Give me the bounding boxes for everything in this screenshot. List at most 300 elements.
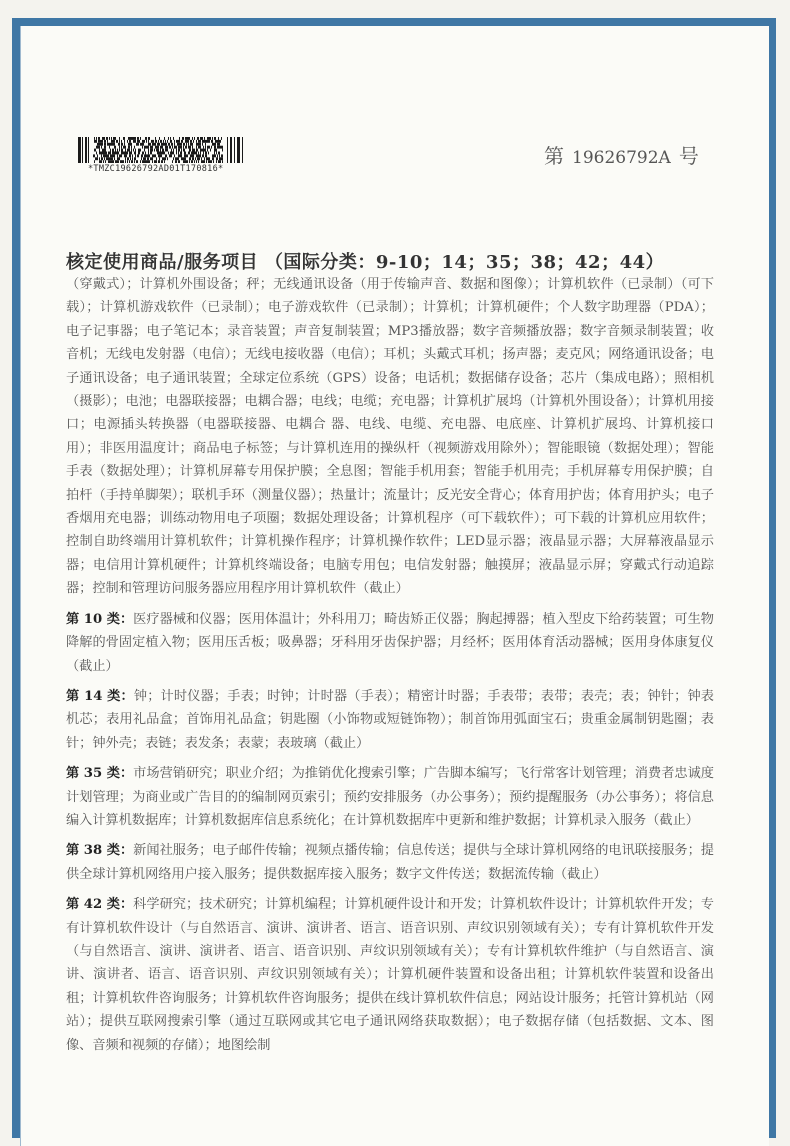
barcode-module	[192, 160, 193, 163]
barcode-module	[184, 154, 185, 157]
barcode-module	[190, 146, 191, 149]
barcode-module	[167, 157, 168, 160]
barcode-module	[189, 146, 190, 149]
barcode-module	[144, 157, 145, 160]
barcode-module	[183, 157, 184, 160]
barcode-module	[217, 157, 218, 160]
barcode-module	[146, 160, 147, 163]
barcode-module	[152, 149, 153, 152]
barcode-module	[168, 137, 169, 140]
barcode-module	[94, 160, 95, 163]
barcode-module	[138, 143, 139, 146]
barcode-module	[100, 160, 101, 163]
barcode-module	[222, 154, 223, 157]
barcode-module	[165, 154, 166, 157]
barcode-module	[100, 140, 101, 143]
barcode-module	[161, 152, 162, 155]
barcode-module	[213, 160, 214, 163]
barcode-module	[218, 152, 219, 155]
barcode-module	[154, 160, 155, 163]
barcode-module	[143, 157, 144, 160]
barcode-module	[170, 140, 171, 143]
barcode-module	[150, 143, 151, 146]
barcode-module	[143, 160, 144, 163]
barcode-module	[195, 152, 196, 155]
barcode-module	[115, 149, 116, 152]
barcode-module	[142, 160, 143, 163]
barcode-module	[192, 137, 193, 140]
barcode-module	[221, 157, 222, 160]
barcode-module	[108, 160, 109, 163]
barcode-module	[110, 152, 111, 155]
barcode-module	[114, 154, 115, 157]
barcode-bar	[237, 137, 240, 163]
barcode-module	[155, 143, 156, 146]
barcode-module	[192, 149, 193, 152]
barcode-module	[130, 154, 131, 157]
barcode-module	[215, 143, 216, 146]
barcode-module	[191, 143, 192, 146]
barcode-module	[107, 140, 108, 143]
barcode-module	[194, 152, 195, 155]
barcode-module	[196, 160, 197, 163]
barcode-module	[148, 160, 149, 163]
barcode-module	[121, 152, 122, 155]
barcode-module	[120, 160, 121, 163]
barcode-module	[157, 152, 158, 155]
barcode-module	[102, 137, 103, 140]
barcode-module	[104, 157, 105, 160]
barcode-module	[179, 140, 180, 143]
barcode-module	[135, 152, 136, 155]
barcode-module	[210, 160, 211, 163]
barcode-module	[165, 140, 166, 143]
barcode-module	[97, 143, 98, 146]
barcode-module	[180, 152, 181, 155]
barcode-module	[205, 140, 206, 143]
barcode-module	[102, 149, 103, 152]
barcode-bar	[78, 137, 81, 163]
barcode-module	[105, 143, 106, 146]
barcode-module	[135, 137, 136, 140]
barcode-module	[111, 137, 112, 140]
barcode-module	[170, 152, 171, 155]
barcode-module	[178, 143, 179, 146]
barcode-module	[124, 152, 125, 155]
barcode-module	[197, 143, 198, 146]
barcode-module	[219, 146, 220, 149]
barcode-module	[134, 146, 135, 149]
barcode-module	[166, 154, 167, 157]
barcode-module	[220, 146, 221, 149]
barcode-module	[144, 160, 145, 163]
barcode-module	[105, 160, 106, 163]
barcode-module	[213, 154, 214, 157]
barcode-module	[196, 140, 197, 143]
barcode-module	[135, 157, 136, 160]
barcode-module	[132, 154, 133, 157]
barcode-module	[216, 160, 217, 163]
registration-prefix: 第	[544, 144, 564, 168]
barcode-module	[136, 143, 137, 146]
barcode-module	[163, 157, 164, 160]
barcode-module	[118, 160, 119, 163]
barcode-module	[105, 149, 106, 152]
barcode-module	[194, 137, 195, 140]
barcode-module	[109, 152, 110, 155]
barcode-module	[152, 143, 153, 146]
barcode-module	[212, 137, 213, 140]
barcode-module	[151, 157, 152, 160]
barcode-module	[118, 157, 119, 160]
barcode-module	[142, 143, 143, 146]
barcode-module	[203, 140, 204, 143]
barcode-module	[117, 160, 118, 163]
barcode-module	[110, 143, 111, 146]
barcode-module	[183, 143, 184, 146]
barcode-module	[200, 152, 201, 155]
barcode-module	[101, 154, 102, 157]
barcode-module	[138, 154, 139, 157]
barcode-module	[131, 160, 132, 163]
class-items: 新闻社服务；电子邮件传输；视频点播传输；信息传送；提供与全球计算机网络的电讯联接服务；提供全球计算机网络用户接入服务；提供数据库接入服务；数字文件传送；数据流传输（截止）	[66, 843, 714, 882]
barcode-module	[192, 143, 193, 146]
barcode-module	[144, 146, 145, 149]
barcode-module	[167, 146, 168, 149]
class-9-continued	[66, 273, 714, 601]
barcode-module	[213, 143, 214, 146]
barcode-module	[188, 137, 189, 140]
barcode-module	[124, 154, 125, 157]
barcode-module	[196, 146, 197, 149]
barcode-module	[107, 143, 108, 146]
barcode-module	[202, 154, 203, 157]
barcode-module	[162, 149, 163, 152]
barcode-module	[127, 157, 128, 160]
barcode-module	[117, 157, 118, 160]
barcode-module	[137, 140, 138, 143]
barcode-module	[149, 143, 150, 146]
barcode-module	[137, 154, 138, 157]
barcode-module	[184, 152, 185, 155]
barcode-module	[161, 154, 162, 157]
barcode-module	[141, 154, 142, 157]
class-label: 第 42 类：	[66, 897, 134, 913]
barcode-module	[221, 154, 222, 157]
barcode-module	[186, 137, 187, 140]
barcode-module	[152, 154, 153, 157]
barcode-module	[111, 157, 112, 160]
barcode-module	[109, 146, 110, 149]
barcode-module	[150, 149, 151, 152]
barcode-module	[106, 154, 107, 157]
barcode-module	[164, 137, 165, 140]
barcode-module	[174, 146, 175, 149]
barcode-module	[146, 137, 147, 140]
barcode-module	[132, 137, 133, 140]
barcode-module	[179, 160, 180, 163]
barcode-module	[108, 152, 109, 155]
barcode-module	[99, 160, 100, 163]
barcode-module	[182, 157, 183, 160]
barcode-module	[145, 146, 146, 149]
barcode-module	[219, 160, 220, 163]
barcode-module	[149, 160, 150, 163]
barcode-module	[96, 146, 97, 149]
barcode-module	[218, 137, 219, 140]
barcode-module	[199, 140, 200, 143]
barcode-module	[103, 149, 104, 152]
barcode-module	[109, 143, 110, 146]
barcode-module	[185, 137, 186, 140]
barcode-module	[142, 152, 143, 155]
barcode-module	[129, 140, 130, 143]
barcode-module	[162, 146, 163, 149]
barcode-module	[135, 140, 136, 143]
barcode-module	[124, 143, 125, 146]
barcode-module	[161, 160, 162, 163]
barcode-module	[176, 157, 177, 160]
barcode-module	[188, 146, 189, 149]
barcode-module	[222, 160, 223, 163]
barcode-module	[185, 160, 186, 163]
barcode-module	[117, 154, 118, 157]
barcode-module	[134, 140, 135, 143]
barcode-module	[194, 149, 195, 152]
barcode-module	[95, 140, 96, 143]
barcode-module	[93, 154, 94, 157]
barcode-module	[145, 160, 146, 163]
barcode-module	[214, 143, 215, 146]
barcode-module	[115, 146, 116, 149]
barcode-bar	[230, 137, 232, 163]
barcode-module	[105, 140, 106, 143]
barcode-module	[151, 140, 152, 143]
barcode-module	[175, 146, 176, 149]
barcode-module	[191, 154, 192, 157]
barcode-module	[171, 152, 172, 155]
barcode-module	[99, 140, 100, 143]
barcode-module	[159, 137, 160, 140]
barcode-module	[151, 149, 152, 152]
barcode-module	[102, 143, 103, 146]
barcode-module	[185, 140, 186, 143]
barcode-module	[104, 137, 105, 140]
barcode-module	[209, 157, 210, 160]
barcode-module	[199, 143, 200, 146]
barcode-module	[130, 137, 131, 140]
barcode-module	[214, 149, 215, 152]
class-14	[66, 685, 714, 755]
barcode-module	[149, 154, 150, 157]
barcode-module	[171, 143, 172, 146]
barcode-module	[198, 143, 199, 146]
barcode-module	[200, 137, 201, 140]
barcode-module	[148, 157, 149, 160]
barcode-module	[181, 154, 182, 157]
barcode-module	[208, 140, 209, 143]
barcode-module	[143, 143, 144, 146]
barcode-module	[185, 157, 186, 160]
barcode-module	[173, 152, 174, 155]
barcode-module	[146, 146, 147, 149]
barcode-module	[124, 146, 125, 149]
barcode-module	[194, 160, 195, 163]
barcode-module	[221, 146, 222, 149]
barcode-module	[204, 137, 205, 140]
barcode-module	[122, 149, 123, 152]
barcode-module	[164, 157, 165, 160]
barcode-module	[94, 137, 95, 140]
barcode-module	[98, 140, 99, 143]
barcode-module	[185, 152, 186, 155]
barcode-module	[158, 154, 159, 157]
barcode-module	[181, 140, 182, 143]
barcode-module	[145, 152, 146, 155]
barcode-module	[205, 143, 206, 146]
barcode-module	[183, 137, 184, 140]
barcode-module	[123, 137, 124, 140]
barcode-bar	[242, 137, 243, 163]
barcode-module	[203, 152, 204, 155]
class-items: 医疗器械和仪器；医用体温计；外科用刀；畸齿矫正仪器；胸起搏器；植入型皮下给药装置；可生物降解的骨固定植入物；医用压舌板；吸鼻器；牙科用牙齿保护器；月经杯；医用体育活动器械；医用身体康复仪（截止）	[66, 611, 714, 674]
barcode-module	[158, 152, 159, 155]
barcode-module	[114, 152, 115, 155]
barcode-module	[193, 149, 194, 152]
barcode-module	[103, 154, 104, 157]
barcode-module	[159, 157, 160, 160]
barcode-module	[95, 157, 96, 160]
barcode-module	[134, 137, 135, 140]
barcode-module	[186, 140, 187, 143]
barcode-module	[219, 157, 220, 160]
barcode-module	[202, 143, 203, 146]
barcode-module	[170, 154, 171, 157]
barcode-module	[185, 154, 186, 157]
barcode-module	[212, 154, 213, 157]
barcode-module	[140, 143, 141, 146]
barcode-module	[191, 152, 192, 155]
class-label: 第 10 类：	[66, 611, 134, 627]
barcode-module	[209, 160, 210, 163]
barcode-module	[159, 143, 160, 146]
barcode-module	[212, 143, 213, 146]
barcode-module	[177, 143, 178, 146]
barcode-module	[141, 143, 142, 146]
barcode-module	[163, 152, 164, 155]
barcode-module	[191, 160, 192, 163]
barcode-module	[187, 154, 188, 157]
barcode-module	[211, 146, 212, 149]
barcode-module	[158, 143, 159, 146]
barcode-module	[176, 146, 177, 149]
barcode-module	[112, 140, 113, 143]
barcode-module	[208, 157, 209, 160]
barcode-module	[203, 154, 204, 157]
barcode-module	[216, 140, 217, 143]
barcode-module	[109, 160, 110, 163]
barcode-module	[177, 157, 178, 160]
barcode-module	[126, 152, 127, 155]
barcode-module	[138, 149, 139, 152]
barcode-module	[206, 157, 207, 160]
barcode-bar	[88, 137, 89, 163]
barcode-module	[198, 137, 199, 140]
barcode-module	[110, 149, 111, 152]
barcode-module	[198, 152, 199, 155]
barcode-module	[192, 146, 193, 149]
barcode-module	[218, 140, 219, 143]
barcode-module	[198, 140, 199, 143]
barcode-module	[178, 149, 179, 152]
barcode-module	[153, 143, 154, 146]
barcode-module	[113, 149, 114, 152]
barcode-module	[217, 154, 218, 157]
barcode-module	[170, 137, 171, 140]
barcode-module	[219, 143, 220, 146]
barcode-module	[137, 160, 138, 163]
barcode-module	[118, 152, 119, 155]
barcode-module	[222, 146, 223, 149]
barcode-module	[196, 149, 197, 152]
barcode-module	[161, 146, 162, 149]
barcode-module	[136, 160, 137, 163]
barcode-module	[127, 140, 128, 143]
barcode-module	[190, 143, 191, 146]
barcode-module	[165, 157, 166, 160]
barcode-module	[104, 149, 105, 152]
class-42	[66, 893, 714, 1057]
barcode-module	[217, 143, 218, 146]
barcode-module	[193, 154, 194, 157]
barcode-module	[148, 137, 149, 140]
barcode-module	[108, 143, 109, 146]
barcode-module	[169, 146, 170, 149]
barcode-module	[116, 160, 117, 163]
barcode-module	[200, 143, 201, 146]
barcode-module	[206, 140, 207, 143]
barcode-module	[118, 143, 119, 146]
barcode-module	[106, 152, 107, 155]
barcode-module	[119, 143, 120, 146]
barcode-module	[125, 157, 126, 160]
barcode-module	[178, 157, 179, 160]
barcode-module	[163, 143, 164, 146]
barcode-module	[129, 143, 130, 146]
barcode-module	[200, 140, 201, 143]
barcode-module	[96, 157, 97, 160]
barcode-module	[180, 143, 181, 146]
barcode-module	[152, 146, 153, 149]
barcode-module	[192, 157, 193, 160]
barcode-module	[138, 140, 139, 143]
barcode-module	[200, 149, 201, 152]
barcode-module	[155, 146, 156, 149]
barcode-module	[124, 140, 125, 143]
barcode-module	[184, 143, 185, 146]
barcode-module	[187, 160, 188, 163]
section-title: 核定使用商品/服务项目 （国际分类：9-10；14；35；38；42；44）	[66, 252, 665, 273]
barcode-module	[201, 160, 202, 163]
barcode-module	[211, 160, 212, 163]
barcode-module	[207, 140, 208, 143]
barcode-module	[189, 160, 190, 163]
barcode-module	[137, 143, 138, 146]
barcode-module	[139, 140, 140, 143]
barcode-module	[100, 143, 101, 146]
barcode-module	[111, 154, 112, 157]
barcode-module	[199, 154, 200, 157]
